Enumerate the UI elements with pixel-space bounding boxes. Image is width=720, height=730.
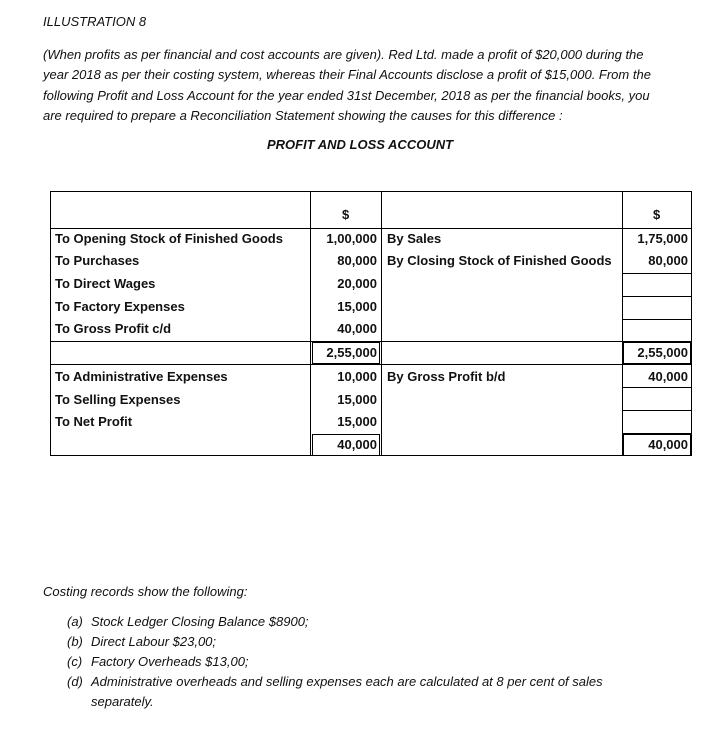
list-item xyxy=(67,652,687,672)
problem-line: are required to prepare a Reconciliation Statement showing the causes for this difference : xyxy=(43,107,563,123)
debit-label: To Factory Expenses xyxy=(55,299,185,314)
list-item-label: (a) xyxy=(67,614,83,629)
list-item-label: (c) xyxy=(67,654,83,669)
row-divider xyxy=(622,273,692,274)
debit-label: To Selling Expenses xyxy=(55,392,181,407)
debit-label: To Opening Stock of Finished Goods xyxy=(55,231,283,246)
debit-amount: 40,000 xyxy=(337,321,377,336)
header-divider xyxy=(50,228,692,229)
debit-label: To Net Profit xyxy=(55,414,133,429)
problem-line: (When profits as per financial and cost accounts are given). Red Ltd. made a profit of $20,000 during the xyxy=(43,47,644,62)
profit-loss-account-table xyxy=(50,191,692,456)
credit-amount: 80,000 xyxy=(648,253,688,268)
row-divider xyxy=(622,387,692,388)
debit-amount: 15,000 xyxy=(337,299,377,314)
pl-total-debit: 40,000 xyxy=(337,437,377,452)
debit-amount: 80,000 xyxy=(337,253,377,268)
list-item-label: (d) xyxy=(67,674,83,689)
row-divider xyxy=(622,319,692,320)
list-item-text: Administrative overheads and selling expenses each are calculated at 8 per cent of sales xyxy=(91,674,603,689)
list-item-text: Direct Labour $23,00; xyxy=(91,634,217,649)
credit-label: By Closing Stock of Finished Goods xyxy=(387,253,612,268)
trading-total-credit: 2,55,000 xyxy=(637,345,688,360)
list-item-text: separately. xyxy=(91,694,154,709)
table-right-border xyxy=(691,191,692,456)
column-divider xyxy=(381,191,382,456)
debit-amount: 1,00,000 xyxy=(326,231,377,246)
trading-total-debit: 2,55,000 xyxy=(326,345,377,360)
list-item xyxy=(67,632,687,652)
costing-list xyxy=(67,612,687,712)
debit-label: To Direct Wages xyxy=(55,276,156,291)
account-title: PROFIT AND LOSS ACCOUNT xyxy=(266,137,454,152)
problem-statement xyxy=(43,45,703,126)
problem-line: year 2018 as per their costing system, whereas their Final Accounts disclose a profit of $15,000. From the xyxy=(43,67,651,83)
table-top-border xyxy=(50,191,692,192)
row-divider xyxy=(622,296,692,297)
debit-amount: 15,000 xyxy=(337,414,377,429)
costing-intro: Costing records show the following: xyxy=(43,584,248,599)
list-item xyxy=(67,612,687,632)
table-left-border xyxy=(50,191,51,456)
credit-amount: 40,000 xyxy=(648,369,688,384)
illustration-heading: ILLUSTRATION 8 xyxy=(43,14,147,29)
debit-amount: 20,000 xyxy=(337,276,377,291)
list-item xyxy=(67,672,687,712)
pl-total-credit: 40,000 xyxy=(648,437,688,452)
debit-label: To Gross Profit c/d xyxy=(55,321,172,336)
debit-amount: 10,000 xyxy=(337,369,377,384)
list-item-text: Stock Ledger Closing Balance $8900; xyxy=(91,614,309,629)
list-item-text: Factory Overheads $13,00; xyxy=(91,654,249,669)
column-divider xyxy=(310,191,311,456)
list-item-label: (b) xyxy=(67,634,83,649)
currency-header-credit: $ xyxy=(653,207,661,222)
debit-label: To Purchases xyxy=(55,253,140,268)
debit-label: To Administrative Expenses xyxy=(55,369,228,384)
section-divider xyxy=(50,364,692,365)
debit-amount: 15,000 xyxy=(337,392,377,407)
row-divider xyxy=(622,410,692,411)
credit-label: By Gross Profit b/d xyxy=(387,369,506,384)
currency-header-debit: $ xyxy=(342,207,350,222)
credit-label: By Sales xyxy=(387,231,442,246)
problem-line: following Profit and Loss Account for the year ended 31st December, 2018 as per the financial books, you xyxy=(43,87,650,103)
credit-amount: 1,75,000 xyxy=(637,231,688,246)
